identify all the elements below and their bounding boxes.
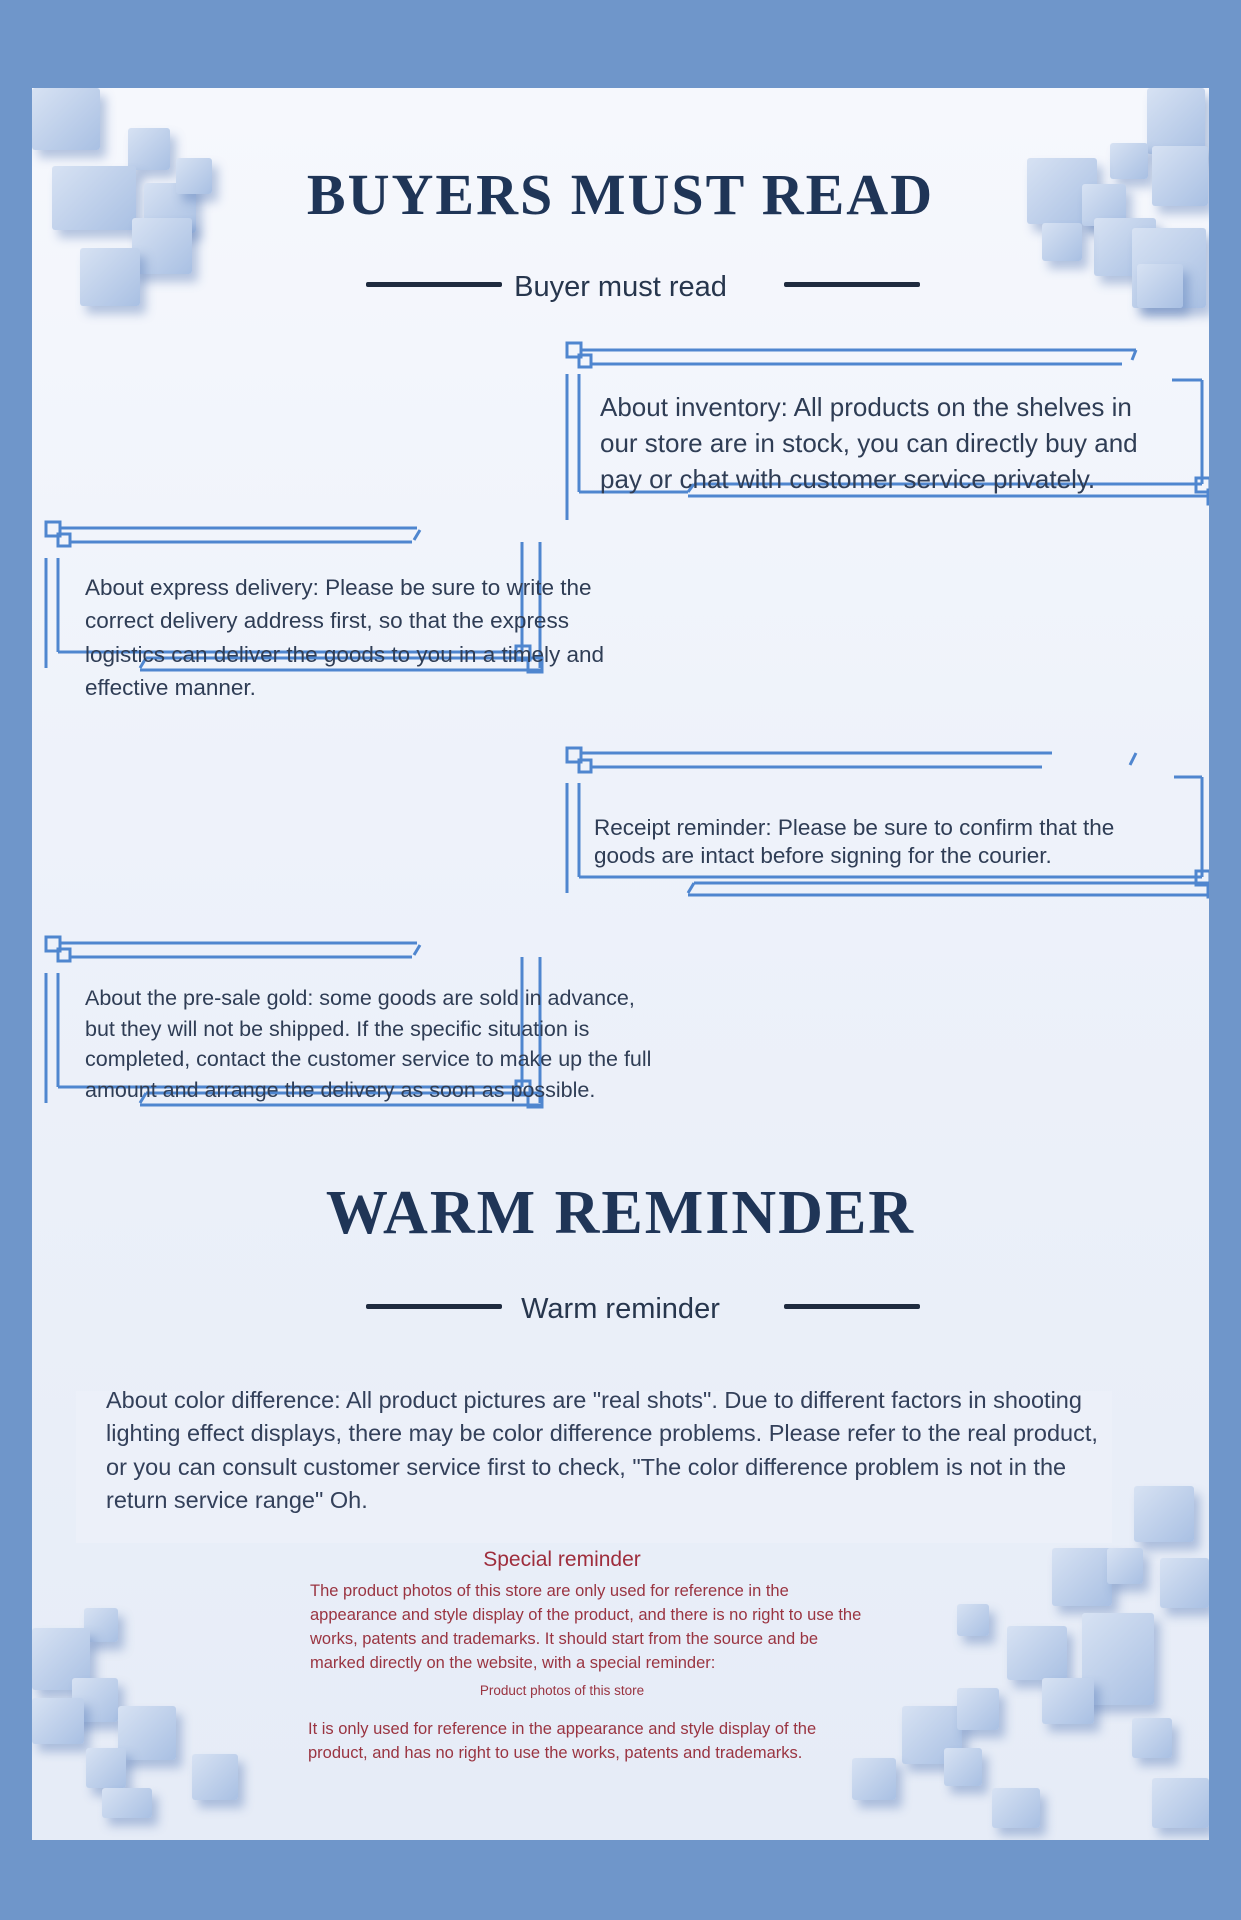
color-difference-text: About color difference: All product pictures are "real shots". Due to different factors in shooting lighting effect displays, there may be color difference problems. Please refer to the real product, or you can consult customer service first to check, "The color difference problem is not in the return service range" Oh. (106, 1387, 1098, 1514)
section-subtitle-warm-reminder: Warm reminder (521, 1293, 720, 1325)
special-reminder-body: The product photos of this store are only used for reference in the appearance and style display of the product, and there is no right to use the works, patents and trademarks. It should start from the source and be marked directly on the website, with a special reminder: (310, 1582, 862, 1672)
notice-pre-sale: About the pre-sale gold: some goods are sold in advance, but they will not be shipped. If the specific situation is completed, contact the customer service to make up the full amount and arrange the delivery as soon as possible. (85, 986, 652, 1103)
page-title: BUYERS MUST READ (306, 162, 935, 227)
special-reminder-disclaimer: It is only used for reference in the appearance and style display of the product, and has no right to use the works, patents and trademarks. (308, 1720, 817, 1762)
special-reminder-title: Special reminder (483, 1548, 641, 1571)
notice-express-delivery: About express delivery: Please be sure to write the correct delivery address first, so that the express logistics can deliver the goods to you in a timely and effective manner. (85, 575, 605, 700)
section-title-warm-reminder: WARM REMINDER (325, 1179, 916, 1247)
notice-receipt-reminder: Receipt reminder: Please be sure to confirm that the goods are intact before signing for the courier. (594, 815, 1115, 869)
special-reminder-label: Product photos of this store (479, 1683, 645, 1698)
page-subtitle: Buyer must read (514, 271, 727, 303)
notice-poster (32, 88, 1209, 1840)
notice-inventory: About inventory: All products on the shelves in our store are in stock, you can directly buy and pay or chat with customer service privately. (600, 392, 1138, 494)
